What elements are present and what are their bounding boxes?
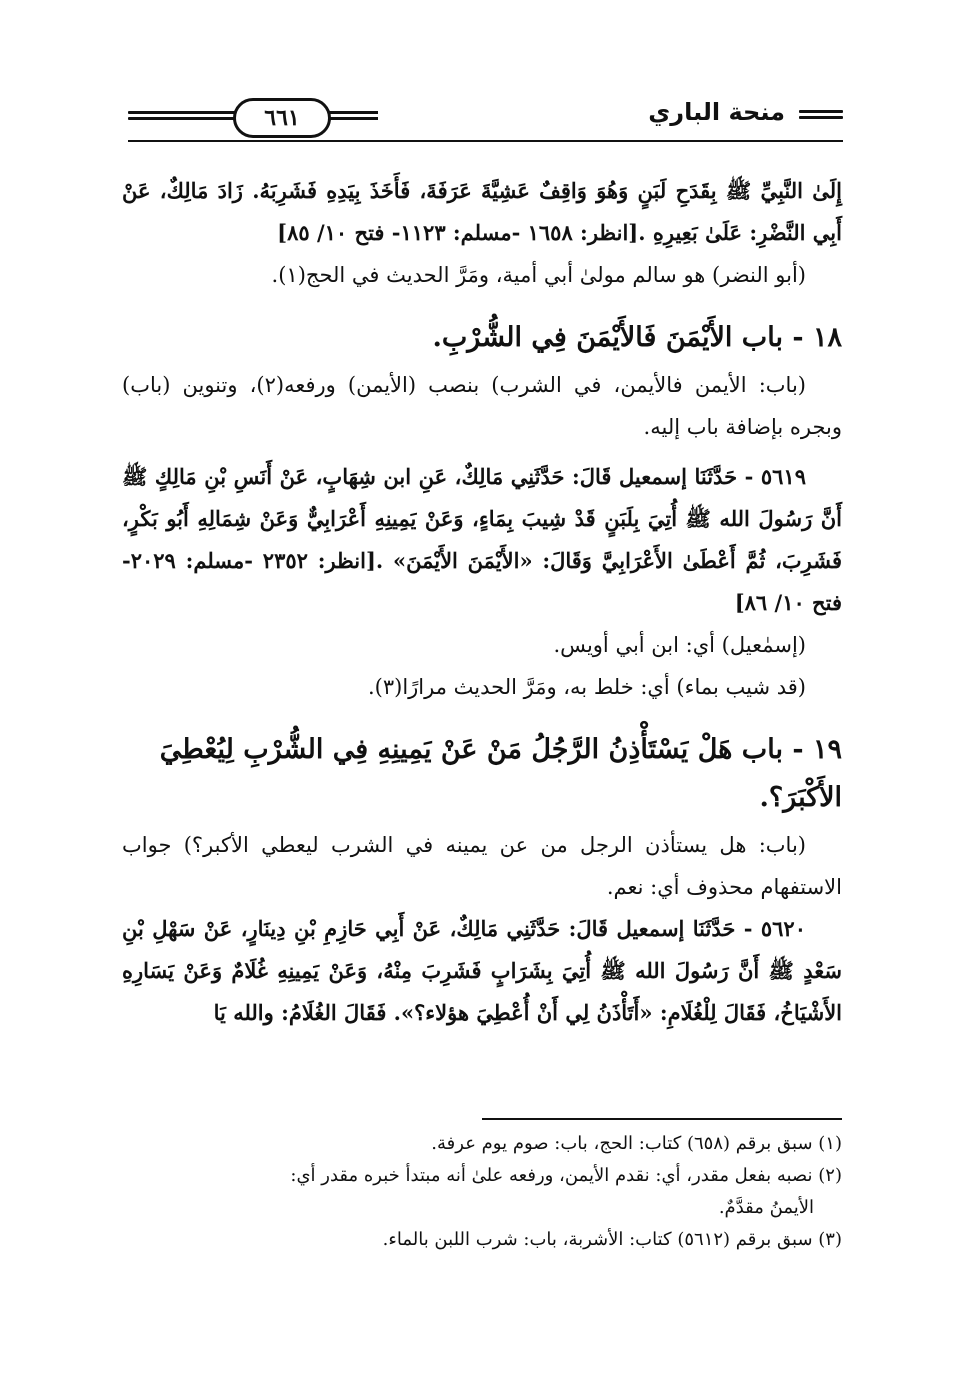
footnote-3: (٣) سبق برقم (٥٦١٢) كتاب: الأشربة، باب: شرب اللبن بالماء. — [382, 1229, 842, 1250]
chapter-heading-19: ١٩ - باب هَلْ يَسْتَأْذِنُ الرَّجُلُ مَنْ عَنْ يَمِينِهِ فِي الشُّرْبِ لِيُعْطِيَ الأَكْبَرَ؟. — [159, 734, 842, 813]
book-title: منحة الباري — [648, 98, 785, 126]
hadith-5620: ٥٦٢٠ - حَدَّثَنَا إسمعيل قَالَ: حَدَّثَنِي مَالِكٌ، عَنْ أَبِي حَازِمِ بْنِ دِينَارٍ، عَنْ سَهْلِ بْنِ سَعْدٍ ﷺ أَنَّ رَسُولَ الله ﷺ أُتِيَ بِشَرَابٍ فَشَرِبَ مِنْهُ، وَعَنْ يَمِينِهِ غُلَامٌ وَعَنْ يَسَارِهِ الأَشْيَاخُ، فَقَالَ لِلْغُلَامِ: «أَتَأْذَنُ لِي أَنْ أُعْطِيَ هؤلاء؟». فَقَالَ الغُلَامُ: والله يَا — [122, 916, 842, 1025]
chapter-heading-18: ١٨ - باب الأَيْمَنَ فَالأَيْمَنَ فِي الشُّرْبِ. — [432, 322, 842, 353]
commentary-paragraph: (أبو النضر) هو سالم مولىٰ أبي أمية، ومَرَّ الحديث في الحج(١). — [271, 263, 806, 287]
page-header — [128, 92, 843, 142]
footnotes — [122, 1128, 842, 1256]
footnote-2-continuation: الأيمنُ مقدَّمٌ. — [718, 1197, 814, 1218]
commentary-paragraph: (باب: هل يستأذن الرجل من عن يمينه في الشرب ليعطي الأكبر؟) جواب الاستفهام محذوف أي: نعم. — [122, 833, 842, 899]
header-ornament-left — [128, 111, 188, 123]
footnote-rule — [482, 1118, 842, 1120]
page-number: ٦٦١ — [233, 98, 331, 138]
commentary-paragraph: (باب: الأيمن فالأيمن، في الشرب) بنصب (الأيمن) ورفعه(٢)، وتنوين (باب) وبجره بإضافة باب إليه. — [122, 373, 842, 439]
page-number-badge — [183, 98, 378, 134]
footnote-1: (١) سبق برقم (٦٥٨) كتاب: الحج، باب: صوم يوم عرفة. — [431, 1133, 842, 1154]
page-body — [122, 170, 842, 1034]
hadith-5619: ٥٦١٩ - حَدَّثَنَا إسمعيل قَالَ: حَدَّثَنِي مَالِكٌ، عَنِ ابن شِهَابٍ، عَنْ أَنَسِ بْنِ مَالِكٍ ﷺ أَنَّ رَسُولَ الله ﷺ أُتِيَ بِلَبَنٍ قَدْ شِيبَ بِمَاءٍ، وَعَنْ يَمِينِهِ أَعْرَابِيٌّ وَعَنْ شِمَالِهِ أَبُو بَكْرٍ، فَشَرِبَ، ثُمَّ أَعْطَىٰ الأَعْرَابِيَّ وَقَالَ: «الأَيْمَنَ الأَيْمَنَ» .[انظر: ٢٣٥٢ -مسلم: ٢٠٢٩- فتح ١٠/ ٨٦] — [122, 464, 842, 615]
commentary-paragraph: (إسمٰعيل) أي: ابن أبي أويس. — [553, 633, 806, 657]
header-rule — [128, 140, 843, 142]
header-ornament-right — [799, 110, 843, 122]
footnote-2: (٢) نصبه بفعل مقدر، أي: نقدم الأيمن، ورفعه علىٰ أنه مبتدأ خبره مقدر أي: — [290, 1165, 842, 1186]
commentary-paragraph: (قد شيب بماء) أي: خلط به، ومَرَّ الحديث مرارًا(٣). — [367, 675, 806, 699]
hadith-continuation: إِلَىٰ النَّبِيِّ ﷺ بِقَدَحِ لَبَنٍ وَهُوَ وَاقِفٌ عَشِيَّةَ عَرَفَةَ، فَأَخَذَ بِيَدِهِ فَشَرِبَهُ. زَادَ مَالِكٌ، عَنْ أَبِي النَّضْرِ: عَلَىٰ بَعِيرِهِ .[انظر: ١٦٥٨ -مسلم: ١١٢٣- فتح ١٠/ ٨٥] — [122, 178, 842, 245]
